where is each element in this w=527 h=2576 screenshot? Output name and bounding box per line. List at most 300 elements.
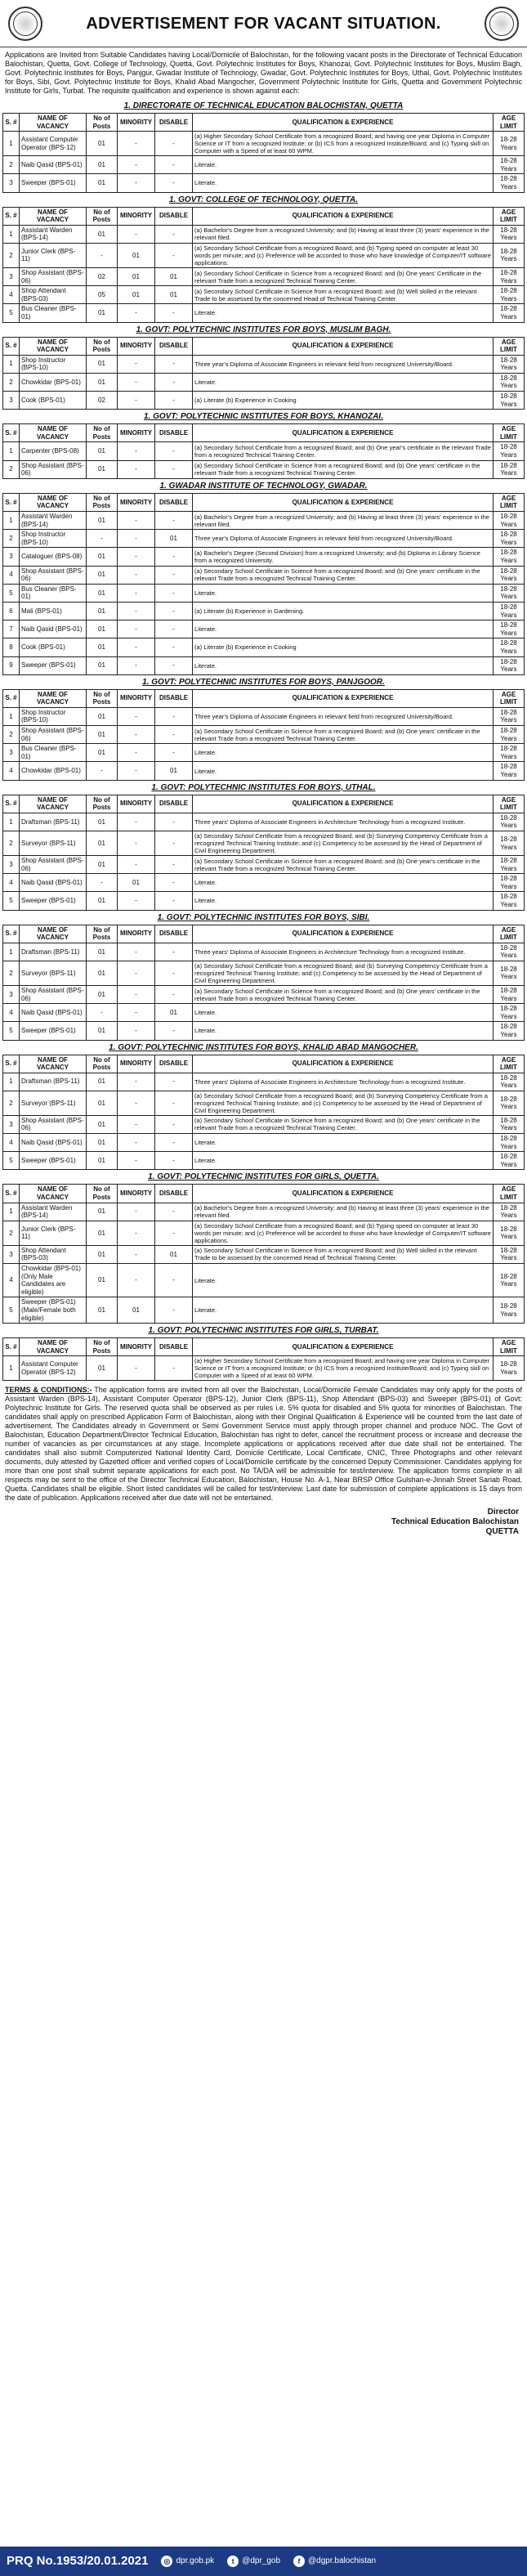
table-row xyxy=(3,831,525,856)
column-header: NAME OF VACANCY xyxy=(20,337,87,355)
cell-disable: - xyxy=(155,373,193,391)
cell-name: Shop Instructor (BPS-10) xyxy=(20,355,87,373)
globe-icon: ◎ xyxy=(161,2556,172,2567)
cell-sn: 3 xyxy=(3,392,20,410)
column-header: DISABLE xyxy=(155,424,193,442)
cell-age: 18-28 Years xyxy=(494,762,525,780)
cell-posts: 01 xyxy=(87,1221,118,1245)
column-header: NAME OF VACANCY xyxy=(20,493,87,511)
column-header: MINORITY xyxy=(118,1055,155,1073)
cell-qual: Literate. xyxy=(193,156,494,174)
cell-age: 18-28 Years xyxy=(494,985,525,1003)
cell-minority: - xyxy=(118,961,155,985)
cell-posts: 01 xyxy=(87,1022,118,1040)
cell-posts: 01 xyxy=(87,985,118,1003)
cell-name: Cook (BPS-01) xyxy=(20,392,87,410)
cell-qual: (a) Bachelor's Degree from a recognized University; and (b) Having at least three (3) years' experience in the relevant filed. xyxy=(193,1203,494,1221)
facebook-icon: f xyxy=(293,2556,305,2567)
column-header: S. # xyxy=(3,207,20,225)
cell-name: Shop Assistant (BPS-06) xyxy=(20,267,87,285)
cell-posts: 01 xyxy=(87,813,118,831)
column-header: S. # xyxy=(3,795,20,813)
column-header: AGE LIMIT xyxy=(494,1055,525,1073)
column-header: QUALIFICATION & EXPERIENCE xyxy=(193,207,494,225)
cell-name: Shop Attendant (BPS-03) xyxy=(20,286,87,304)
section-title: 1. GOVT: POLYTECHNIC INSTITUTES FOR BOYS, UTHAL. xyxy=(151,782,376,792)
section-title: 1. GWADAR INSTITUTE OF TECHNOLOGY, GWADAR. xyxy=(159,481,368,491)
column-header: MINORITY xyxy=(118,207,155,225)
cell-age: 18-28 Years xyxy=(494,584,525,602)
section-title: 1. GOVT: POLYTECHNIC INSTITUTES FOR BOYS, MUSLIM BAGH. xyxy=(136,325,391,334)
table-row xyxy=(3,156,525,174)
cell-name: Draftsman (BPS-11) xyxy=(20,813,87,831)
cell-posts: 02 xyxy=(87,267,118,285)
footer-bar xyxy=(0,2547,527,2576)
table-row xyxy=(3,304,525,322)
table-row xyxy=(3,1356,525,1381)
cell-minority: - xyxy=(118,1221,155,1245)
cell-name: Surveyor (BPS-11) xyxy=(20,961,87,985)
table-row xyxy=(3,1264,525,1297)
vacancy-section xyxy=(2,1324,525,1381)
cell-posts: 01 xyxy=(87,566,118,584)
cell-qual: Literate. xyxy=(193,1004,494,1022)
cell-posts: 01 xyxy=(87,602,118,620)
cell-disable: - xyxy=(155,1152,193,1170)
column-header: MINORITY xyxy=(118,795,155,813)
column-header: No of Posts xyxy=(87,114,118,132)
cell-sn: 3 xyxy=(3,985,20,1003)
cell-qual: Literate. xyxy=(193,1152,494,1170)
cell-minority: 01 xyxy=(118,243,155,267)
cell-posts: - xyxy=(87,874,118,892)
table-row xyxy=(3,442,525,460)
table-row xyxy=(3,1297,525,1324)
cell-name: Surveyor (BPS-11) xyxy=(20,1091,87,1115)
cell-age: 18-28 Years xyxy=(494,442,525,460)
cell-age: 18-28 Years xyxy=(494,961,525,985)
table-row xyxy=(3,174,525,192)
cell-qual: Three years' Diploma of Associate Engineers in Architecture Technology from a recognized Institute. xyxy=(193,813,494,831)
column-header: NAME OF VACANCY xyxy=(20,925,87,943)
vacancy-table xyxy=(2,1184,525,1324)
cell-disable: - xyxy=(155,1264,193,1297)
table-row xyxy=(3,1134,525,1152)
column-header: S. # xyxy=(3,114,20,132)
cell-minority: - xyxy=(118,460,155,478)
cell-posts: 01 xyxy=(87,726,118,744)
cell-age: 18-28 Years xyxy=(494,656,525,674)
table-row xyxy=(3,892,525,910)
column-header: MINORITY xyxy=(118,337,155,355)
table-row xyxy=(3,620,525,638)
table-row xyxy=(3,726,525,744)
cell-sn: 3 xyxy=(3,174,20,192)
cell-name: Shop Assistant (BPS-06) xyxy=(20,566,87,584)
table-row xyxy=(3,243,525,267)
column-header: S. # xyxy=(3,1055,20,1073)
column-header: MINORITY xyxy=(118,1185,155,1203)
cell-disable: - xyxy=(155,566,193,584)
cell-name: Assistant Computer Operator (BPS-12) xyxy=(20,1356,87,1381)
column-header: DISABLE xyxy=(155,114,193,132)
table-row xyxy=(3,512,525,530)
cell-posts: 05 xyxy=(87,286,118,304)
cell-sn: 3 xyxy=(3,548,20,566)
cell-minority: - xyxy=(118,813,155,831)
cell-disable: - xyxy=(155,874,193,892)
cell-name: Shop Instructor (BPS-10) xyxy=(20,707,87,725)
table-row xyxy=(3,373,525,391)
cell-sn: 3 xyxy=(3,1115,20,1133)
column-header: No of Posts xyxy=(87,1185,118,1203)
column-header: S. # xyxy=(3,337,20,355)
cell-age: 18-28 Years xyxy=(494,856,525,874)
column-header: QUALIFICATION & EXPERIENCE xyxy=(193,925,494,943)
cell-age: 18-28 Years xyxy=(494,1264,525,1297)
cell-age: 18-28 Years xyxy=(494,1073,525,1091)
cell-minority: 01 xyxy=(118,1297,155,1324)
table-row xyxy=(3,943,525,961)
cell-qual: (a) Secondary School Certificate from a recognized Board; and (b) Typing speed on computer at least 30 words per minute; and (c) Preference will be accorded to those who have knowledge of Computer/IT software applications. xyxy=(193,1221,494,1245)
table-row xyxy=(3,286,525,304)
cell-age: 18-28 Years xyxy=(494,156,525,174)
cell-age: 18-28 Years xyxy=(494,1356,525,1381)
cell-age: 18-28 Years xyxy=(494,1004,525,1022)
cell-minority: - xyxy=(118,512,155,530)
column-header: DISABLE xyxy=(155,207,193,225)
column-header: AGE LIMIT xyxy=(494,1338,525,1356)
cell-age: 18-28 Years xyxy=(494,831,525,856)
cell-qual: Literate. xyxy=(193,304,494,322)
table-row xyxy=(3,1115,525,1133)
cell-name: Sweeper (BPS-01) xyxy=(20,1022,87,1040)
cell-age: 18-28 Years xyxy=(494,638,525,656)
column-header: AGE LIMIT xyxy=(494,925,525,943)
cell-disable: - xyxy=(155,132,193,156)
cell-age: 18-28 Years xyxy=(494,1091,525,1115)
twitter-icon: t xyxy=(227,2556,239,2567)
cell-name: Bus Cleaner (BPS-01) xyxy=(20,304,87,322)
cell-disable: - xyxy=(155,726,193,744)
cell-sn: 2 xyxy=(3,1091,20,1115)
cell-age: 18-28 Years xyxy=(494,566,525,584)
column-header: MINORITY xyxy=(118,493,155,511)
cell-qual: Literate. xyxy=(193,892,494,910)
cell-qual: (a) Higher Secondary School Certificate from a recognized Board; and having one year Diploma in Computer Science or IT from a recognized Institute; or (b) ICS from a recognized Institute/Board; and (c) Typing skill on Computer with a Speed of at least 60 WPM. xyxy=(193,132,494,156)
cell-disable: - xyxy=(155,460,193,478)
twitter-link[interactable]: t @dpr_gob xyxy=(227,2556,280,2567)
vacancy-section xyxy=(2,193,525,323)
cell-sn: 1 xyxy=(3,1073,20,1091)
column-header: DISABLE xyxy=(155,795,193,813)
cell-posts: 01 xyxy=(87,512,118,530)
cell-posts: - xyxy=(87,530,118,548)
cell-sn: 1 xyxy=(3,813,20,831)
cell-age: 18-28 Years xyxy=(494,304,525,322)
cell-minority: - xyxy=(118,831,155,856)
vacancy-section xyxy=(2,99,525,193)
column-header: QUALIFICATION & EXPERIENCE xyxy=(193,1338,494,1356)
cell-posts: 01 xyxy=(87,548,118,566)
table-row xyxy=(3,744,525,762)
cell-sn: 2 xyxy=(3,1221,20,1245)
column-header: MINORITY xyxy=(118,925,155,943)
cell-age: 18-28 Years xyxy=(494,707,525,725)
vacancy-table xyxy=(2,1055,525,1171)
cell-posts: 01 xyxy=(87,1264,118,1297)
cell-age: 18-28 Years xyxy=(494,726,525,744)
cell-disable: - xyxy=(155,1297,193,1324)
vacancy-section xyxy=(2,911,525,1041)
cell-disable: 01 xyxy=(155,762,193,780)
table-row xyxy=(3,132,525,156)
cell-qual: (a) Secondary School Certificate in Science from a recognized Board; and (b) One years' certificate in the relevant Trade from a recognized Technical Training Center. xyxy=(193,726,494,744)
column-header: AGE LIMIT xyxy=(494,493,525,511)
column-header: QUALIFICATION & EXPERIENCE xyxy=(193,114,494,132)
cell-qual: Literate. xyxy=(193,373,494,391)
cell-sn: 8 xyxy=(3,638,20,656)
cell-minority: - xyxy=(118,566,155,584)
cell-minority: - xyxy=(118,1073,155,1091)
cell-name: Draftsman (BPS-11) xyxy=(20,943,87,961)
table-row xyxy=(3,656,525,674)
cell-name: Shop Assistant (BPS-06) xyxy=(20,856,87,874)
vacancy-section xyxy=(2,675,525,781)
cell-sn: 1 xyxy=(3,707,20,725)
cell-posts: 01 xyxy=(87,156,118,174)
vacancy-section xyxy=(2,1170,525,1324)
cell-name: Cataloguer (BPS-08) xyxy=(20,548,87,566)
cell-age: 18-28 Years xyxy=(494,1152,525,1170)
cell-age: 18-28 Years xyxy=(494,392,525,410)
cell-name: Cook (BPS-01) xyxy=(20,638,87,656)
cell-minority: - xyxy=(118,1264,155,1297)
cell-age: 18-28 Years xyxy=(494,1245,525,1263)
cell-sn: 3 xyxy=(3,856,20,874)
column-header: No of Posts xyxy=(87,207,118,225)
cell-qual: (a) Bachelor's Degree (Second Division) from a recognized University; and (b) Diploma in Library Science from a recognized University. xyxy=(193,548,494,566)
column-header: QUALIFICATION & EXPERIENCE xyxy=(193,689,494,707)
cell-sn: 5 xyxy=(3,892,20,910)
cell-name: Chowkidar (BPS-01) (Only Male Candidates are eligible) xyxy=(20,1264,87,1297)
cell-age: 18-28 Years xyxy=(494,943,525,961)
vacancy-table xyxy=(2,689,525,781)
cell-posts: 01 xyxy=(87,225,118,243)
cell-disable: - xyxy=(155,1073,193,1091)
cell-posts: 01 xyxy=(87,620,118,638)
column-header: No of Posts xyxy=(87,1055,118,1073)
table-row xyxy=(3,707,525,725)
column-header: NAME OF VACANCY xyxy=(20,1338,87,1356)
cell-minority: - xyxy=(118,656,155,674)
cell-name: Naib Qasid (BPS-01) xyxy=(20,1134,87,1152)
cell-age: 18-28 Years xyxy=(494,243,525,267)
cell-sn: 1 xyxy=(3,442,20,460)
cell-disable: - xyxy=(155,1022,193,1040)
facebook-link[interactable]: f @dgpr.balochistan xyxy=(293,2556,376,2567)
cell-disable: - xyxy=(155,744,193,762)
cell-sn: 5 xyxy=(3,1022,20,1040)
government-seal-left xyxy=(8,7,42,41)
cell-sn: 4 xyxy=(3,1264,20,1297)
cell-minority: - xyxy=(118,1115,155,1133)
cell-age: 18-28 Years xyxy=(494,1297,525,1324)
cell-sn: 7 xyxy=(3,620,20,638)
cell-sn: 3 xyxy=(3,1245,20,1263)
cell-sn: 4 xyxy=(3,566,20,584)
cell-sn: 2 xyxy=(3,373,20,391)
table-row xyxy=(3,1245,525,1263)
signature-office: Technical Education Balochistan xyxy=(391,1517,519,1527)
cell-qual: Literate. xyxy=(193,656,494,674)
header xyxy=(0,0,527,47)
column-header: AGE LIMIT xyxy=(494,114,525,132)
cell-posts: - xyxy=(87,762,118,780)
cell-disable: - xyxy=(155,548,193,566)
vacancy-section xyxy=(2,323,525,410)
column-header: AGE LIMIT xyxy=(494,795,525,813)
cell-disable: - xyxy=(155,602,193,620)
column-header: No of Posts xyxy=(87,795,118,813)
cell-sn: 4 xyxy=(3,1004,20,1022)
table-row xyxy=(3,1203,525,1221)
cell-posts: - xyxy=(87,1004,118,1022)
section-title: 1. DIRECTORATE OF TECHNICAL EDUCATION BALOCHISTAN, QUETTA xyxy=(123,101,404,110)
cell-name: Shop Attendant (BPS-03) xyxy=(20,1245,87,1263)
column-header: No of Posts xyxy=(87,337,118,355)
cell-disable: - xyxy=(155,961,193,985)
table-row xyxy=(3,856,525,874)
signature-title: Director xyxy=(487,1508,519,1517)
table-row xyxy=(3,530,525,548)
cell-name: Naib Qasid (BPS-01) xyxy=(20,1004,87,1022)
column-header: MINORITY xyxy=(118,424,155,442)
column-header: MINORITY xyxy=(118,114,155,132)
cell-posts: 01 xyxy=(87,744,118,762)
column-header: QUALIFICATION & EXPERIENCE xyxy=(193,1185,494,1203)
cell-name: Shop Assistant (BPS-06) xyxy=(20,1115,87,1133)
table-row xyxy=(3,566,525,584)
column-header: DISABLE xyxy=(155,689,193,707)
cell-disable: - xyxy=(155,392,193,410)
cell-minority: - xyxy=(118,1022,155,1040)
vacancy-table xyxy=(2,493,525,675)
cell-minority: - xyxy=(118,373,155,391)
cell-posts: 02 xyxy=(87,392,118,410)
column-header: MINORITY xyxy=(118,689,155,707)
website-link[interactable]: ◎ dpr.gob.pk xyxy=(161,2556,214,2567)
cell-sn: 6 xyxy=(3,602,20,620)
column-header: AGE LIMIT xyxy=(494,207,525,225)
cell-qual: (a) Literate (b) Experience in Cooking xyxy=(193,392,494,410)
cell-name: Naib Qasid (BPS-01) xyxy=(20,156,87,174)
signature-city: QUETTA xyxy=(485,1527,519,1537)
vacancy-section xyxy=(2,410,525,479)
cell-qual: Literate. xyxy=(193,1297,494,1324)
cell-sn: 1 xyxy=(3,512,20,530)
cell-disable: - xyxy=(155,892,193,910)
cell-name: Bus Cleaner (BPS-01) xyxy=(20,744,87,762)
cell-sn: 2 xyxy=(3,156,20,174)
cell-sn: 5 xyxy=(3,1297,20,1324)
cell-age: 18-28 Years xyxy=(494,512,525,530)
column-header: QUALIFICATION & EXPERIENCE xyxy=(193,424,494,442)
cell-sn: 1 xyxy=(3,355,20,373)
vacancy-table xyxy=(2,337,525,410)
cell-sn: 5 xyxy=(3,584,20,602)
cell-sn: 5 xyxy=(3,304,20,322)
cell-name: Shop Assistant (BPS-06) xyxy=(20,985,87,1003)
vacancy-table xyxy=(2,1337,525,1381)
cell-minority: - xyxy=(118,985,155,1003)
cell-minority: - xyxy=(118,132,155,156)
cell-age: 18-28 Years xyxy=(494,620,525,638)
cell-posts: 01 xyxy=(87,656,118,674)
cell-disable: - xyxy=(155,225,193,243)
column-header: NAME OF VACANCY xyxy=(20,424,87,442)
cell-qual: (a) Secondary School Certificate in Science from a recognized Board; and (b) Well skilled in the relevant Trade to be assessed by the concerned Head of Technical Training Center. xyxy=(193,286,494,304)
column-header: QUALIFICATION & EXPERIENCE xyxy=(193,1055,494,1073)
cell-qual: Three years' Diploma of Associate Engineers in Architecture Technology from a recognized Institute. xyxy=(193,1073,494,1091)
table-row xyxy=(3,813,525,831)
cell-qual: (a) Higher Secondary School Certificate from a recognized Board; and having one year Diploma in Computer Science or IT from a recognized Institute; or (b) ICS from a recognized Institute/Board; and (c) Typing skill on Computer with a Speed of at least 60 WPM. xyxy=(193,1356,494,1381)
cell-posts: 01 xyxy=(87,1152,118,1170)
cell-minority: - xyxy=(118,225,155,243)
column-header: No of Posts xyxy=(87,1338,118,1356)
cell-sn: 5 xyxy=(3,1152,20,1170)
cell-age: 18-28 Years xyxy=(494,267,525,285)
cell-age: 18-28 Years xyxy=(494,602,525,620)
cell-disable: - xyxy=(155,512,193,530)
table-row xyxy=(3,1221,525,1245)
cell-qual: Literate. xyxy=(193,584,494,602)
cell-qual: Three year's Diploma of Associate Engineers in relevant field from recognized University/Board. xyxy=(193,355,494,373)
cell-disable: - xyxy=(155,355,193,373)
cell-disable: - xyxy=(155,813,193,831)
cell-posts: 01 xyxy=(87,1134,118,1152)
cell-age: 18-28 Years xyxy=(494,355,525,373)
government-seal-right xyxy=(485,7,519,41)
cell-sn: 1 xyxy=(3,132,20,156)
cell-age: 18-28 Years xyxy=(494,1115,525,1133)
column-header: S. # xyxy=(3,1338,20,1356)
cell-qual: Literate. xyxy=(193,874,494,892)
cell-disable: - xyxy=(155,442,193,460)
table-row xyxy=(3,1152,525,1170)
cell-name: Shop Instructor (BPS-10) xyxy=(20,530,87,548)
cell-minority: - xyxy=(118,1356,155,1381)
cell-name: Sweeper (BPS-01) (Male/Female both eligible) xyxy=(20,1297,87,1324)
vacancy-table xyxy=(2,423,525,479)
cell-qual: (a) Secondary School Certificate from a recognized Board; and (b) One year's certificate in the relevant Trade from a recognized Technical Training Center. xyxy=(193,442,494,460)
cell-posts: 01 xyxy=(87,1356,118,1381)
column-header: QUALIFICATION & EXPERIENCE xyxy=(193,493,494,511)
table-row xyxy=(3,392,525,410)
cell-qual: (a) Bachelor's Degree from a recognized University; and (b) Having at least three (3) years' experience in the relevant filed. xyxy=(193,225,494,243)
cell-qual: (a) Secondary School Certificate in Science from a recognized Board; and (b) One years' Certificate in the relevant Trade from a recognized Technical Training Center. xyxy=(193,267,494,285)
column-header: DISABLE xyxy=(155,1185,193,1203)
cell-qual: Literate. xyxy=(193,744,494,762)
cell-minority: - xyxy=(118,762,155,780)
cell-posts: 01 xyxy=(87,373,118,391)
cell-posts: 01 xyxy=(87,892,118,910)
cell-minority: - xyxy=(118,174,155,192)
cell-minority: - xyxy=(118,602,155,620)
cell-disable: - xyxy=(155,831,193,856)
cell-sn: 2 xyxy=(3,530,20,548)
cell-minority: - xyxy=(118,1134,155,1152)
